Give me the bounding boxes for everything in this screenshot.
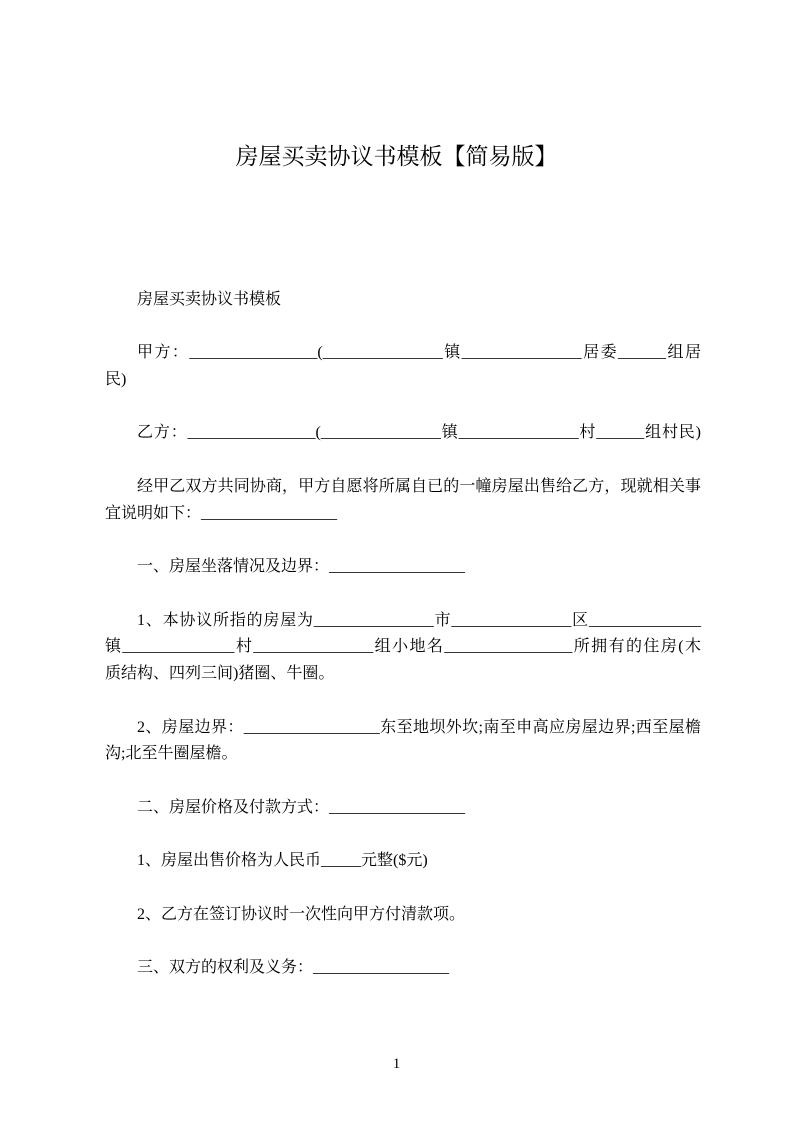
- text-line: 宜说明如下：_________________: [105, 504, 338, 522]
- text-line: 经甲乙双方共同协商，甲方自愿将所属自已的一幢房屋出售给乙方，现就相关事: [137, 477, 701, 495]
- preamble-paragraph: [105, 474, 701, 528]
- text-line: 1、本协议所指的房屋为_______________市_______________区______________: [137, 611, 701, 629]
- text-line: 民): [105, 370, 127, 388]
- section-3-heading: [105, 955, 701, 982]
- text-line: 房屋买卖协议书模板: [137, 290, 282, 308]
- section-2-heading: [105, 795, 701, 822]
- clause-1-2-boundaries: [105, 715, 701, 769]
- clause-1-1-location: [105, 608, 701, 688]
- text-line: 2、乙方在签订协议时一次性向甲方付清款项。: [137, 905, 466, 923]
- text-line: 2、房屋边界：_________________东至地坝外坎;南至申高应房屋边界;西至屋檐: [137, 718, 701, 736]
- section-1-heading: [105, 554, 701, 581]
- text-line: 二、房屋价格及付款方式：_________________: [137, 798, 466, 816]
- text-line: 1、房屋出售价格为人民币_____元整($元): [137, 852, 428, 870]
- page-number: 1: [392, 1056, 401, 1072]
- text-line: 一、房屋坐落情况及边界：_________________: [137, 558, 466, 576]
- agreement-name-paragraph: [105, 287, 701, 314]
- clause-2-2-payment: [105, 902, 701, 929]
- document-title: 房屋买卖协议书模板【简易版】: [235, 144, 558, 169]
- text-line: 沟;北至牛圈屋檐。: [105, 745, 238, 763]
- text-line: 乙方：________________(_______________镇_______________村______组村民): [137, 424, 701, 442]
- party-a-paragraph: [105, 340, 701, 394]
- text-line: 三、双方的权利及义务：_________________: [137, 959, 450, 977]
- party-b-paragraph: [105, 420, 701, 447]
- clause-2-1-price: [105, 848, 701, 875]
- text-line: 镇______________村_______________组小地名________________所拥有的住房(木: [105, 638, 701, 656]
- text-line: 质结构、四列三间)猪圈、牛圈。: [105, 665, 335, 683]
- text-line: 甲方：________________(_______________镇_______________居委______组居: [137, 344, 701, 362]
- document-body: [105, 287, 701, 1009]
